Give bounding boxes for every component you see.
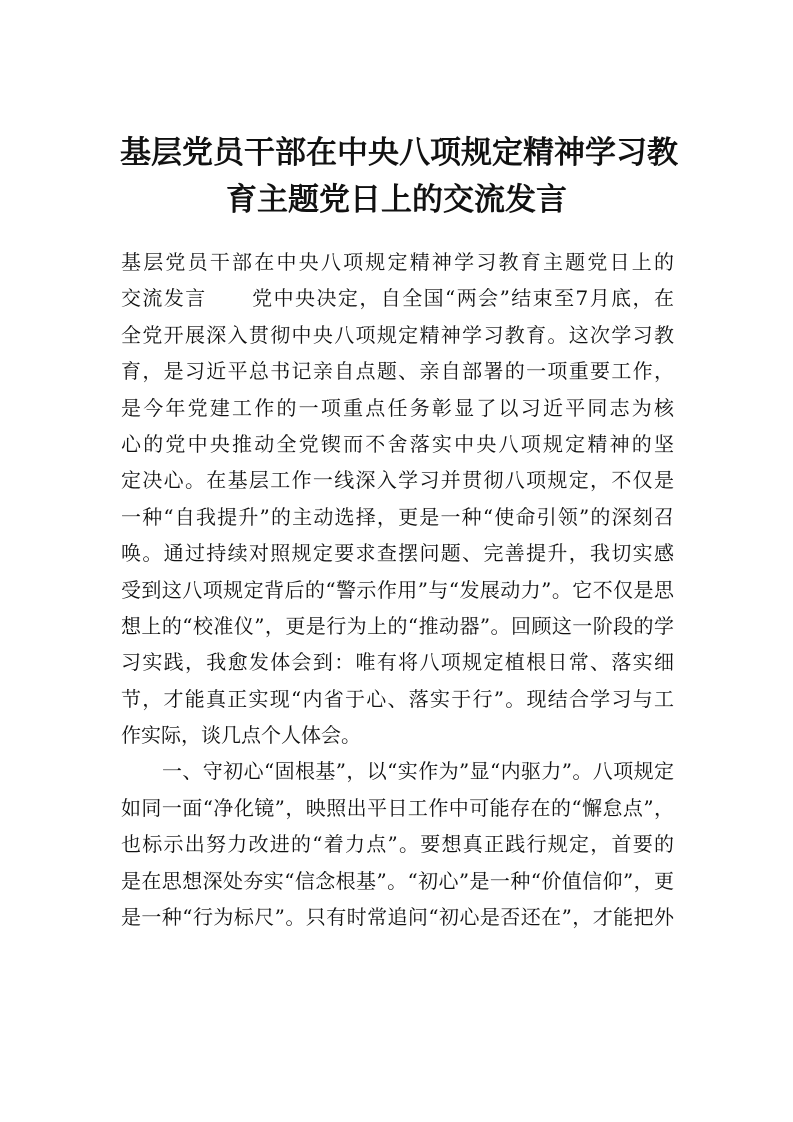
- text-line: 是在思想深处夯实“信念根基”。“初心”是一种“价值信仰”，更: [121, 868, 674, 893]
- text-line: 也标示出努力改进的“着力点”。要想真正践行规定，首要的: [121, 832, 674, 857]
- text-line: 全党开展深入贯彻中央八项规定精神学习教育。这次学习教: [121, 322, 674, 347]
- text-line: 唤。通过持续对照规定要求查摆问题、完善提升，我切实感: [121, 541, 674, 566]
- text-line: 心的党中央推动全党锲而不舍落实中央八项规定精神的坚: [121, 431, 674, 456]
- text-line: 一、守初心“固根基”，以“实作为”显“内驱力”。八项规定: [162, 759, 674, 784]
- text-segment: 党中央决定，自全国“两会”结束至7月底，在: [250, 286, 674, 311]
- text-line: 受到这八项规定背后的“警示作用”与“发展动力”。它不仅是思: [121, 577, 674, 602]
- paragraph-1: [121, 244, 674, 753]
- document-title-line-2: 育主题党日上的交流发言: [226, 182, 567, 218]
- text-line: 育，是习近平总书记亲自点题、亲自部署的一项重要工作，: [121, 359, 674, 384]
- text-line: 定决心。在基层工作一线深入学习并贯彻八项规定，不仅是: [121, 468, 674, 493]
- text-line: 想上的“校准仪”，更是行为上的“推动器”。回顾这一阶段的学: [121, 613, 674, 638]
- text-line: 如同一面“净化镜”，映照出平日工作中可能存在的“懈怠点”，: [121, 795, 674, 820]
- text-line: 是今年党建工作的一项重点任务彰显了以习近平同志为核: [121, 395, 674, 420]
- text-line: 作实际，谈几点个人体会。: [121, 723, 361, 748]
- text-line: 基层党员干部在中央八项规定精神学习教育主题党日上的: [121, 250, 674, 274]
- text-line: 是一种“行为标尺”。只有时常追问“初心是否还在”，才能把外: [121, 905, 674, 930]
- text-line: 一种“自我提升”的主动选择，更是一种“使命引领”的深刻召: [121, 504, 674, 529]
- text-segment: 交流发言: [121, 286, 207, 311]
- text-line: 节，才能真正实现“内省于心、落实于行”。现结合学习与工: [121, 686, 674, 711]
- text-line: 习实践，我愈发体会到：唯有将八项规定植根日常、落实细: [121, 650, 674, 675]
- paragraph-2: [121, 753, 674, 935]
- text-line: [121, 280, 674, 316]
- document-body: [121, 244, 674, 935]
- document-title-line-1: 基层党员干部在中央八项规定精神学习教: [120, 135, 678, 171]
